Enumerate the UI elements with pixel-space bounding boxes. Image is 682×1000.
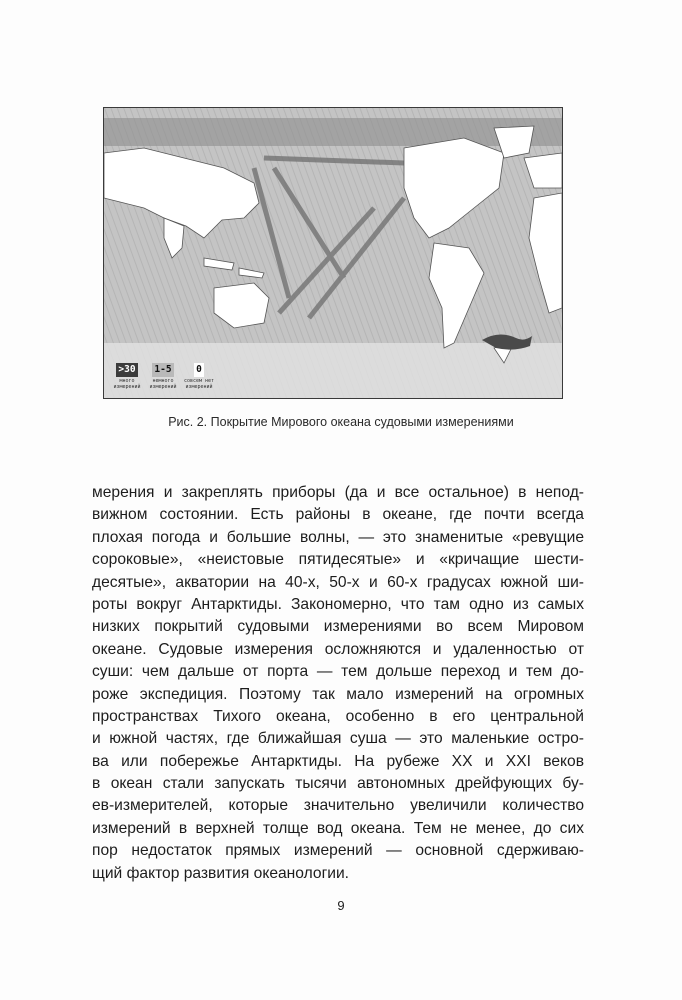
- legend-value-many: >30: [118, 364, 136, 375]
- text-line: роже экспедиция. Поэтому так мало измерений на огромных: [92, 685, 584, 703]
- legend-value-none: 0: [196, 364, 202, 375]
- world-map-illustration: [104, 108, 562, 398]
- text-line: плохая погода и большие волны, — это знаменитые «ревущие: [92, 528, 584, 546]
- dense-north-band: [104, 118, 562, 146]
- legend-label-many: много измерений: [113, 378, 141, 390]
- text-line: сороковые», «неистовые пятидесятые» и «кричащие шести-: [92, 551, 584, 569]
- text-line: измерений в верхней толще вод океана. Тем не менее, до сих: [92, 819, 584, 837]
- text-line: пор недостаток прямых измерений — основной сдерживаю-: [92, 842, 584, 860]
- text-line: десятые», акватории на 40-х, 50-х и 60-х градусах южной ши-: [92, 573, 584, 591]
- text-line: мерения и закреплять приборы (да и все остальное) в непод-: [92, 484, 584, 501]
- text-line: щий фактор развития океанологии.: [92, 864, 350, 882]
- text-line: пространствах Тихого океана, особенно в его центральной: [92, 707, 584, 725]
- legend-item-few: [148, 363, 178, 390]
- figure-caption: Рис. 2. Покрытие Мирового океана судовыми измерениями: [168, 415, 514, 429]
- legend-item-none: [184, 363, 214, 390]
- text-line: и южной частях, где ближайшая суша — это маленькие остро-: [92, 730, 584, 748]
- legend-label-none: совсем нет измерений: [183, 378, 215, 390]
- text-line: в океан стали запускать тысячи автономных дрейфующих бу-: [92, 775, 584, 793]
- text-line: океане. Судовые измерения осложняются и удаленностью от: [92, 640, 584, 658]
- text-line: роты вокруг Антарктиды. Закономерно, что там одно из самых: [92, 595, 584, 613]
- text-line: вижном состоянии. Есть районы в океане, где почти всегда: [92, 506, 584, 524]
- legend-item-many: [112, 363, 142, 390]
- text-line: ев-измерителей, которые значительно увеличили количество: [92, 797, 584, 815]
- text-line: ва или побережье Антарктиды. На рубеже XX и XXI веков: [92, 752, 584, 770]
- page-number: 9: [337, 898, 345, 913]
- ocean-coverage-map: [103, 107, 563, 399]
- legend-value-few: 1-5: [154, 364, 172, 375]
- text-line: низких покрытий судовыми измерениями во всем Мировом: [92, 618, 584, 636]
- text-line: суши: чем дальше от порта — тем дольше переход и тем до-: [92, 663, 584, 681]
- legend-label-few: немного измерений: [149, 378, 177, 390]
- map-legend: [112, 363, 214, 390]
- body-paragraph: [92, 482, 584, 885]
